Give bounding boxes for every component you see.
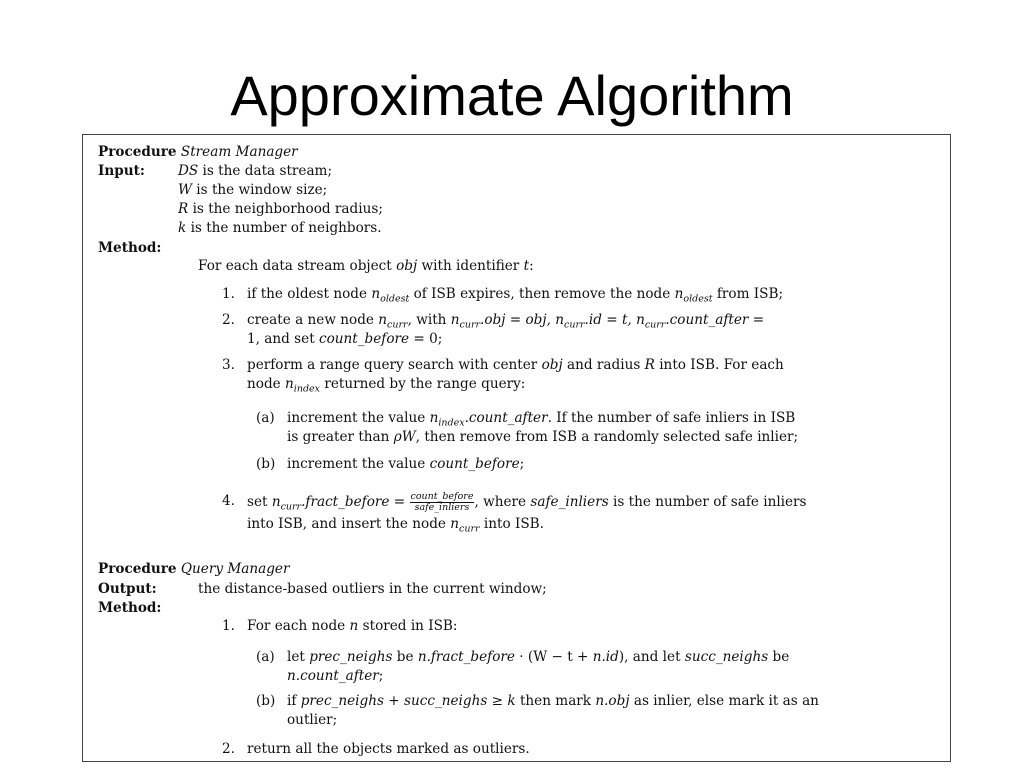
q-step-2-text: return all the objects marked as outliers.	[247, 741, 530, 757]
step-4-text-line1: set $n_{curr}.fract\_before$ = $\frac{\text{count\_before}}{\text{safe\_inliers}}$ , where safe_inliers is the number of safe inliers	[247, 491, 807, 513]
stream-manager-header	[98, 143, 298, 161]
output-text: the distance-based outliers in the current window;	[198, 581, 547, 597]
foreach-line: For each data stream object obj with identifier t:	[198, 258, 534, 274]
fraction: $\frac{\text{count\_before}}{\text{safe\_inliers}}$	[410, 491, 474, 513]
q-step-1a-label: (a)	[256, 649, 275, 665]
step-1-text: if the oldest node $n_{oldest}$ of ISB expires, then remove the node $n_{oldest}$ from ISB;	[247, 286, 784, 305]
step-3-text-line2: node $n_{index}$ returned by the range query:	[247, 376, 526, 395]
input-w-line: W is the window size;	[178, 182, 328, 198]
step-3-number: 3.	[222, 357, 235, 373]
q-step-1b-text-line1: if prec_neighs + succ_neighs ≥ k then mark n.obj as inlier, else mark it as an	[287, 693, 819, 709]
step-3b-text: increment the value count_before;	[287, 456, 525, 472]
procedure-keyword: Procedure	[98, 144, 177, 160]
step-3-text-line1: perform a range query search with center obj and radius R into ISB. For each	[247, 357, 784, 373]
algorithm-box	[82, 134, 951, 762]
step-2-number: 2.	[222, 312, 235, 328]
step-3b-label: (b)	[256, 456, 276, 472]
step-4-text-line2: into ISB, and insert the node $n_{curr}$ into ISB.	[247, 516, 544, 535]
step-3a-text-line2: is greater than ρW, then remove from ISB a randomly selected safe inlier;	[287, 429, 799, 445]
q-step-1a-text-line1: let prec_neighs be n.fract_before · (W − t + n.id), and let succ_neighs be	[287, 649, 790, 665]
input-ds-line: DS is the data stream;	[178, 163, 333, 179]
step-2-text-line2: 1, and set count_before = 0;	[247, 331, 443, 347]
step-4-number: 4.	[222, 493, 235, 509]
step-1-number: 1.	[222, 286, 235, 302]
q-step-1-number: 1.	[222, 618, 235, 634]
procedure-name: Query Manager	[180, 561, 290, 577]
step-2-text-line1: create a new node $n_{curr}$, with $n_{curr}.obj$ = obj, $n_{curr}.id = t$, $n_{curr}.count\_after$ =	[247, 312, 765, 331]
input-k-line: k is the number of neighbors.	[178, 220, 382, 236]
q-step-1a-text-line2: n.count_after;	[287, 668, 384, 684]
q-step-1b-text-line2: outlier;	[287, 712, 338, 728]
q-step-1-text: For each node n stored in ISB:	[247, 618, 458, 634]
procedure-keyword: Procedure	[98, 561, 177, 577]
input-r-line: R is the neighborhood radius;	[178, 201, 383, 217]
output-keyword: Output:	[98, 581, 157, 597]
step-3a-text-line1: increment the value $n_{index}.count\_after$. If the number of safe inliers in ISB	[287, 410, 796, 429]
step-3a-label: (a)	[256, 410, 275, 426]
method-keyword: Method:	[98, 600, 162, 616]
q-step-2-number: 2.	[222, 741, 235, 757]
q-step-1b-label: (b)	[256, 693, 276, 709]
slide-title: Approximate Algorithm	[230, 64, 794, 127]
procedure-name: Stream Manager	[180, 144, 298, 160]
query-manager-header	[98, 560, 289, 578]
method-keyword: Method:	[98, 240, 162, 256]
input-keyword: Input:	[98, 163, 145, 179]
